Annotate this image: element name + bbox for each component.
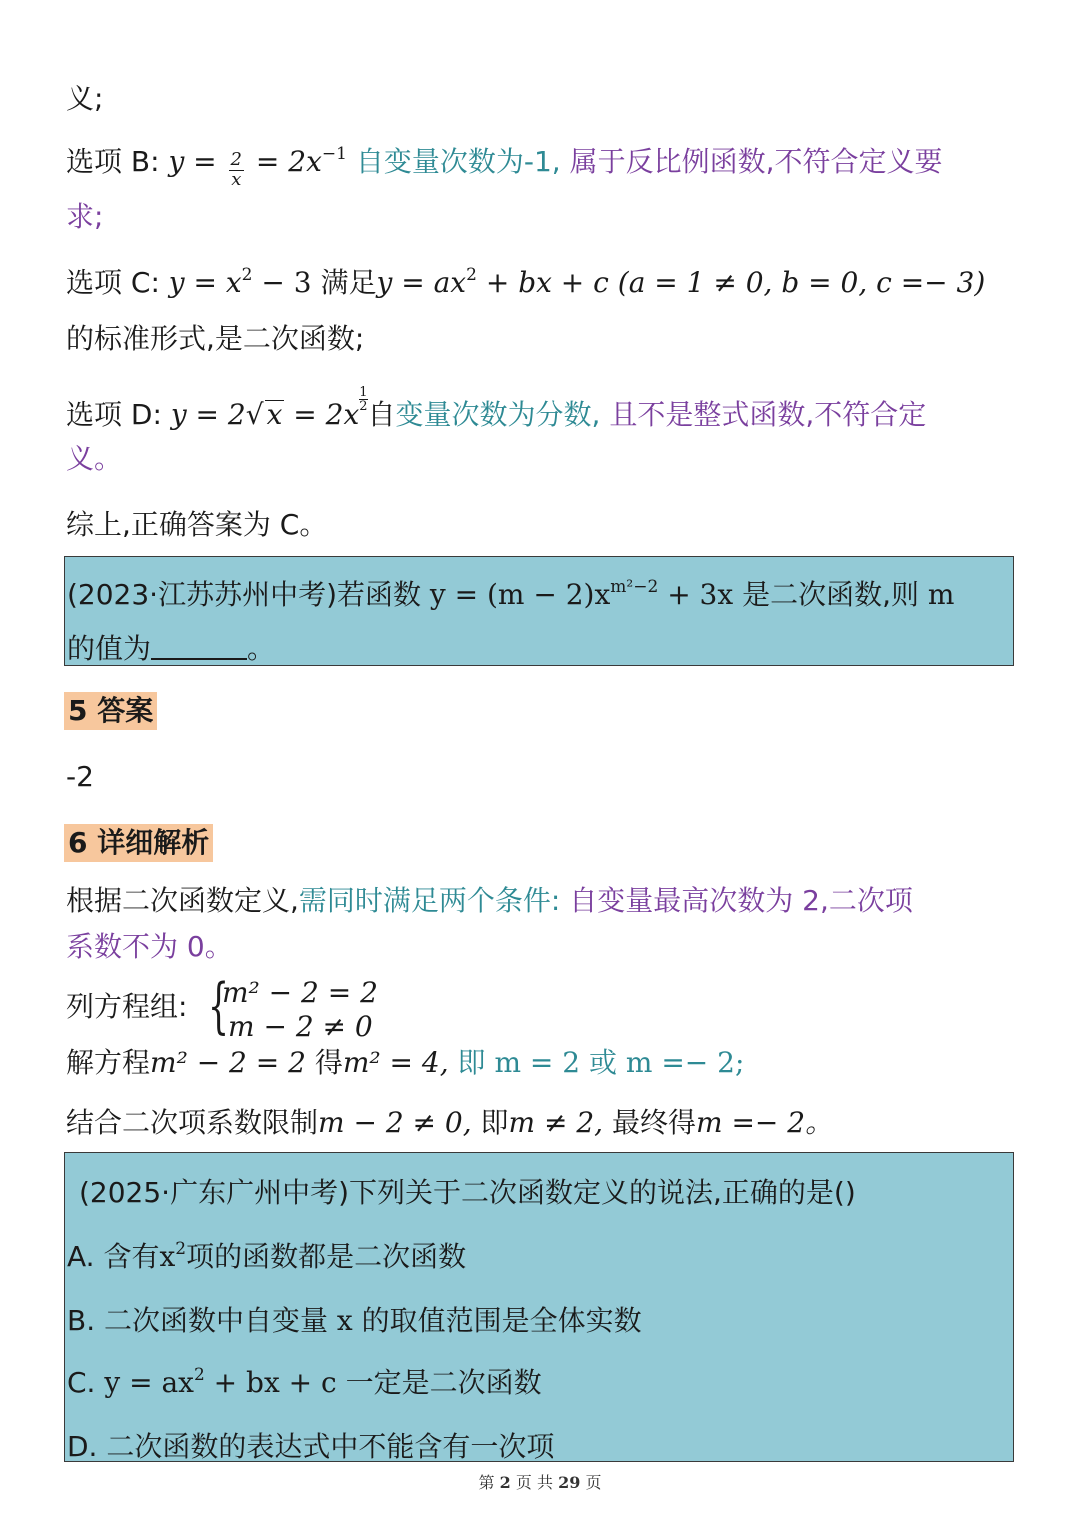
system-equation-2: m − 2 ≠ 0 xyxy=(228,1010,373,1043)
option-c-math2b: + bx + c xyxy=(485,266,609,299)
option-b-line xyxy=(66,145,942,190)
question-7-option-c xyxy=(67,1361,542,1401)
option-a-math: x xyxy=(159,1240,176,1273)
option-c-exp2: 2 xyxy=(466,265,477,285)
question-5-end: 。 xyxy=(247,632,276,665)
solve-line xyxy=(66,1046,744,1080)
option-c-coefficients: (a = 1 ≠ 0, b = 0, c =− 3) xyxy=(617,266,986,299)
footer-suffix: 页 xyxy=(585,1473,602,1492)
footer-page-number: 2 xyxy=(499,1473,511,1492)
option-c-math1b: − 3 xyxy=(261,266,312,299)
option-c-suffix: 一定是二次函数 xyxy=(345,1366,542,1399)
option-b-suffix: 的取值范围是全体实数 xyxy=(361,1304,642,1337)
answer-5-heading: 5 答案 xyxy=(64,692,157,730)
analysis-6-purple: 自变量最高次数为 2,二次项 xyxy=(569,884,913,917)
summary-line: 综上,正确答案为 C。 xyxy=(66,508,328,541)
footer-prefix: 第 xyxy=(478,1473,495,1492)
option-d-label: 选项 D: xyxy=(66,398,162,431)
option-a-exp: 2 xyxy=(175,1239,187,1259)
question-5-math: y = (m − 2)x xyxy=(429,578,611,611)
option-c-line xyxy=(66,266,985,300)
option-c-math2: y = ax xyxy=(376,266,467,299)
option-a-suffix: 项的函数都是二次函数 xyxy=(186,1240,467,1273)
option-a-prefix: A. 含有 xyxy=(67,1240,160,1273)
solve-prefix: 解方程 xyxy=(66,1046,151,1079)
option-d-teal-note: 变量次数为分数, xyxy=(395,398,601,431)
option-b-teal-note: 自变量次数为-1, xyxy=(355,145,561,178)
option-d-line xyxy=(66,386,926,432)
question-5-suffix: 是二次函数,则 xyxy=(742,578,919,611)
solve-teal-note: 即 m = 2 或 m =− 2; xyxy=(457,1046,745,1079)
option-d-word: 自 xyxy=(367,398,396,431)
footer-mid: 页 共 xyxy=(515,1473,553,1492)
option-d-radicand: x xyxy=(266,398,283,431)
option-c-label: 选项 C: xyxy=(66,266,160,299)
question-5-exponent: m²−2 xyxy=(610,577,659,597)
option-c-math-tail: + bx + c xyxy=(213,1366,337,1399)
solve-equation: m² − 2 = 2 xyxy=(150,1046,306,1079)
question-5-cont: 的值为 xyxy=(67,632,152,665)
footer-total-pages: 29 xyxy=(558,1473,581,1492)
analysis-6-paragraph-1-cont: 系数不为 0。 xyxy=(66,930,233,963)
question-5-var: m xyxy=(927,578,955,611)
page-footer xyxy=(0,1470,1080,1493)
question-7-stem: (2025·广东广州中考)下列关于二次函数定义的说法,正确的是() xyxy=(79,1176,856,1209)
previous-paragraph-tail: 义; xyxy=(66,82,104,115)
system-equation-1: m² − 2 = 2 xyxy=(222,976,378,1009)
option-b-exponent: −1 xyxy=(321,144,347,164)
option-b-math-lhs: y = xyxy=(168,145,217,178)
system-label: 列方程组: xyxy=(66,990,188,1023)
question-5-line-1 xyxy=(67,573,954,613)
analysis-6-teal: 需同时满足两个条件: xyxy=(298,884,561,917)
option-b-prefix: B. 二次函数中自变量 xyxy=(67,1304,329,1337)
option-c-math1: y = x xyxy=(168,266,242,299)
final-mid-2: 最终得 xyxy=(611,1106,696,1139)
question-7-option-b xyxy=(67,1299,642,1339)
option-c-exp: 2 xyxy=(193,1365,205,1385)
final-mid: 即 xyxy=(480,1106,509,1139)
left-brace-icon: { xyxy=(208,971,230,1041)
final-math-3: m =− 2。 xyxy=(696,1106,834,1139)
option-c-continuation: 的标准形式,是二次函数; xyxy=(66,322,365,355)
solve-result: m² = 4, xyxy=(342,1046,449,1079)
question-5-math-tail: + 3x xyxy=(667,578,734,611)
question-7-option-d: D. 二次函数的表达式中不能含有一次项 xyxy=(67,1430,555,1463)
radical-sign-icon: √ xyxy=(245,398,264,431)
final-prefix: 结合二次项系数限制 xyxy=(66,1106,319,1139)
analysis-6-paragraph-1 xyxy=(66,884,913,918)
question-5-line-2 xyxy=(67,627,275,667)
option-d-purple-note: 且不是整式函数,不符合定 xyxy=(609,398,927,431)
question-5-prefix: (2023·江苏苏州中考)若函数 xyxy=(67,578,422,611)
option-b-label: 选项 B: xyxy=(66,145,160,178)
option-b-continuation: 求; xyxy=(66,200,104,233)
option-d-exponent-fraction: $\frac{1}{2}$ xyxy=(359,385,368,414)
option-c-word: 满足 xyxy=(320,266,377,299)
question-7-option-a xyxy=(67,1235,466,1275)
solve-mid: 得 xyxy=(314,1046,343,1079)
final-math-2: m ≠ 2, xyxy=(508,1106,604,1139)
option-b-fraction: $\frac{2}{x}$ xyxy=(230,149,242,190)
option-c-math: y = ax xyxy=(104,1366,194,1399)
question-7-box xyxy=(64,1152,1014,1462)
question-5-box xyxy=(64,556,1014,666)
answer-5-value: -2 xyxy=(66,760,94,793)
option-c-prefix: C. xyxy=(67,1366,96,1399)
option-b-purple-note: 属于反比例函数,不符合定义要 xyxy=(569,145,943,178)
option-d-math1: y = 2 xyxy=(170,398,246,431)
option-d-math2: = 2x xyxy=(293,398,360,431)
answer-blank xyxy=(151,636,247,660)
analysis-6-heading: 6 详细解析 xyxy=(64,824,213,862)
final-line xyxy=(66,1106,833,1140)
option-b-math: x xyxy=(336,1304,353,1337)
option-b-math-rhs: = 2x xyxy=(255,145,322,178)
option-d-continuation: 义。 xyxy=(66,442,123,475)
final-math-1: m − 2 ≠ 0, xyxy=(318,1106,472,1139)
option-c-exp1: 2 xyxy=(241,265,253,285)
analysis-6-black: 根据二次函数定义, xyxy=(66,884,299,917)
